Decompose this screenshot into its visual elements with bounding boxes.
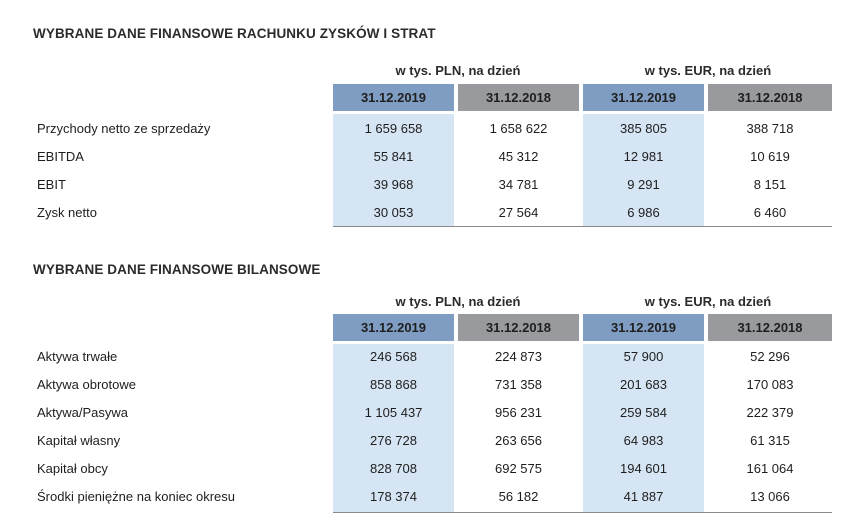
table-cell: 1 659 658 — [364, 121, 423, 136]
table-cell: 201 683 — [620, 377, 667, 392]
table-cell: 56 182 — [498, 489, 539, 504]
row-label: Środki pieniężne na koniec okresu — [37, 489, 236, 504]
row-label: EBITDA — [37, 149, 84, 164]
table-cell: 246 568 — [370, 349, 417, 364]
income-bottom-rule — [333, 226, 832, 227]
table-cell: 9 291 — [627, 177, 660, 192]
income-date-eur-2019: 31.12.2019 — [583, 84, 704, 111]
table-cell: 224 873 — [495, 349, 542, 364]
table-cell: 1 105 437 — [364, 405, 423, 420]
balance-date-pln-2018: 31.12.2018 — [458, 314, 579, 341]
balance-date-pln-2019: 31.12.2019 — [333, 314, 454, 341]
table-cell: 45 312 — [498, 149, 539, 164]
row-label: Aktywa/Pasywa — [37, 405, 129, 420]
row-label: Aktywa obrotowe — [37, 377, 136, 392]
table-cell: 10 619 — [750, 149, 790, 164]
table-cell: 161 064 — [746, 461, 794, 476]
balance-date-eur-2019: 31.12.2019 — [583, 314, 704, 341]
income-section-title: WYBRANE DANE FINANSOWE RACHUNKU ZYSKÓW I STRAT — [33, 26, 436, 41]
table-cell: 194 601 — [620, 461, 667, 476]
balance-bottom-rule — [333, 512, 832, 513]
table-cell: 8 151 — [753, 177, 787, 192]
balance-pln-group-header: w tys. PLN, na dzień — [395, 294, 521, 309]
table-cell: 956 231 — [495, 405, 542, 420]
table-cell: 27 564 — [498, 205, 539, 220]
table-cell: 222 379 — [746, 405, 794, 420]
balance-eur-group-header: w tys. EUR, na dzień — [644, 294, 772, 309]
table-cell: 41 887 — [623, 489, 664, 504]
table-cell: 12 981 — [623, 149, 664, 164]
table-cell: 263 656 — [495, 433, 542, 448]
table-cell: 178 374 — [370, 489, 417, 504]
row-label: Przychody netto ze sprzedaży — [37, 121, 211, 136]
table-cell: 170 083 — [746, 377, 794, 392]
row-label: Aktywa trwałe — [37, 349, 118, 364]
row-label: EBIT — [37, 177, 66, 192]
row-label: Zysk netto — [37, 205, 97, 220]
table-cell: 13 066 — [750, 489, 790, 504]
table-cell: 259 584 — [620, 405, 667, 420]
balance-section-title: WYBRANE DANE FINANSOWE BILANSOWE — [33, 262, 321, 277]
table-cell: 39 968 — [373, 177, 414, 192]
income-date-pln-2019: 31.12.2019 — [333, 84, 454, 111]
table-cell: 858 868 — [370, 377, 417, 392]
table-cell: 385 805 — [620, 121, 667, 136]
table-cell: 828 708 — [370, 461, 417, 476]
table-cell: 34 781 — [498, 177, 539, 192]
table-cell: 55 841 — [373, 149, 414, 164]
balance-date-eur-2018: 31.12.2018 — [708, 314, 832, 341]
table-cell: 276 728 — [370, 433, 417, 448]
table-cell: 64 983 — [623, 433, 664, 448]
table-cell: 30 053 — [373, 205, 414, 220]
table-cell: 57 900 — [623, 349, 664, 364]
balance-eur-2019-shade — [583, 344, 704, 512]
income-date-eur-2018: 31.12.2018 — [708, 84, 832, 111]
table-cell: 388 718 — [746, 121, 794, 136]
row-label: Kapitał własny — [37, 433, 121, 448]
table-cell: 1 658 622 — [489, 121, 548, 136]
income-eur-group-header: w tys. EUR, na dzień — [644, 63, 772, 78]
table-cell: 731 358 — [495, 377, 542, 392]
table-cell: 6 986 — [627, 205, 660, 220]
income-date-pln-2018: 31.12.2018 — [458, 84, 579, 111]
table-cell: 6 460 — [753, 205, 787, 220]
table-cell: 52 296 — [750, 349, 790, 364]
table-cell: 61 315 — [750, 433, 790, 448]
income-pln-group-header: w tys. PLN, na dzień — [395, 63, 521, 78]
table-cell: 692 575 — [495, 461, 542, 476]
balance-pln-2019-shade — [333, 344, 454, 512]
row-label: Kapitał obcy — [37, 461, 108, 476]
